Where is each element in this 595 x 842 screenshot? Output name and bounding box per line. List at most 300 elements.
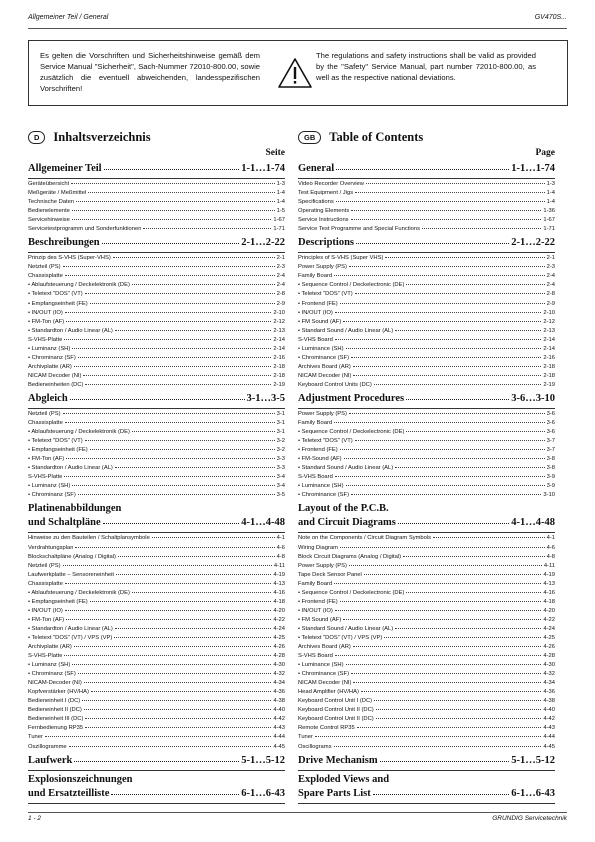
entry-title: Technische Daten	[28, 199, 75, 206]
toc-entry[interactable]	[298, 372, 555, 381]
entry-title: • Teletext "DOS" (VT) / VPS (VP)	[28, 634, 113, 641]
dot-leader	[116, 574, 271, 575]
entry-title: • Teletext "DOS" (VT)	[298, 438, 353, 445]
toc-entry[interactable]	[28, 309, 285, 318]
dot-leader	[104, 169, 240, 170]
toc-entry[interactable]	[298, 491, 555, 500]
section-heading[interactable]	[298, 237, 555, 251]
dot-leader	[351, 210, 541, 211]
entry-page: 4-8	[276, 553, 285, 560]
dot-leader	[353, 375, 541, 376]
entry-title: Note on the Components / Circuit Diagram Symbols	[298, 535, 432, 542]
entry-page: 2-9	[546, 300, 555, 307]
entry-title: • Standard Sound / Audio Linear (AL)	[298, 327, 394, 334]
toc-entry[interactable]	[298, 589, 555, 598]
toc-entry[interactable]	[298, 254, 555, 263]
dot-leader	[336, 169, 509, 170]
section-pages: 6-1…6-43	[511, 787, 555, 799]
entry-page: 4-30	[543, 662, 555, 669]
toc-entry[interactable]	[298, 327, 555, 336]
entry-page: 2-13	[273, 327, 285, 334]
entry-page: 1-3	[276, 181, 285, 187]
dot-leader	[340, 547, 545, 548]
entry-title: • Teletext "DOS" (VT)	[298, 291, 353, 298]
entry-title: Keyboard Control Unit I (DC)	[298, 698, 373, 705]
entry-title: • IN/OUT (IO)	[298, 309, 333, 316]
toc-entry[interactable]	[298, 733, 555, 742]
entry-page: 4-18	[543, 598, 555, 605]
entry-title: • Frontend (FE)	[298, 300, 338, 307]
toc-entry[interactable]	[28, 336, 285, 345]
toc-entry[interactable]	[28, 562, 285, 571]
toc-entry[interactable]	[28, 482, 285, 491]
toc-entry[interactable]	[28, 625, 285, 634]
dot-leader	[65, 422, 275, 423]
entry-title: S-VHS Board	[298, 474, 333, 481]
entry-title: • Chrominance (SF)	[298, 354, 349, 361]
entry-page: 4-44	[543, 734, 555, 741]
toc-entry[interactable]	[28, 272, 285, 281]
section-pages: 1-1…1-74	[241, 163, 285, 174]
header-right: GV470S...	[534, 14, 567, 21]
dot-leader	[334, 275, 544, 276]
entry-page: 2-13	[543, 327, 555, 334]
toc-entry[interactable]	[298, 281, 555, 290]
dot-leader	[353, 682, 541, 683]
toc-entry[interactable]	[298, 381, 555, 390]
dot-leader	[374, 700, 541, 701]
dot-leader	[346, 664, 542, 665]
section-title-line1: Layout of the P.C.B.	[298, 503, 389, 515]
dot-leader	[385, 257, 544, 258]
entry-page: 4-20	[273, 607, 285, 614]
entry-page: 4-6	[276, 544, 285, 551]
entry-page: 3-3	[276, 456, 285, 463]
toc-entry[interactable]	[28, 189, 285, 198]
toc-entry[interactable]	[28, 652, 285, 661]
toc-entry[interactable]	[298, 715, 555, 724]
toc-entry[interactable]	[298, 272, 555, 281]
section-divider	[298, 408, 555, 409]
toc-entry[interactable]	[298, 598, 555, 607]
toc-entry[interactable]	[28, 225, 285, 234]
entry-page: 4-16	[543, 589, 555, 596]
section-divider	[28, 532, 285, 533]
toc-entry[interactable]	[298, 534, 555, 543]
safety-notice-en: The regulations and safety instructions shall be valid as provided by the "Safety" Service Manual, part number 72010-800.00, as well as the respective national deviations.	[316, 51, 536, 82]
toc-entry[interactable]	[298, 207, 555, 216]
toc-entry[interactable]	[298, 706, 555, 715]
entry-title: NICAM Decoder (NI)	[298, 680, 352, 687]
toc-entry[interactable]	[28, 437, 285, 446]
entry-page: 4-16	[273, 589, 285, 596]
section-title: General	[298, 163, 335, 174]
toc-entry[interactable]	[28, 679, 285, 688]
toc-entry[interactable]	[28, 733, 285, 742]
dot-leader	[335, 610, 542, 611]
dot-leader	[343, 619, 541, 620]
section-divider	[28, 803, 285, 804]
entry-title: Bedieneinheit II (DC)	[28, 707, 82, 714]
toc-entry[interactable]	[298, 482, 555, 491]
entry-title: Power Supply (PS)	[298, 264, 347, 271]
dot-leader	[118, 556, 275, 557]
entry-page: 2-18	[543, 363, 555, 370]
entry-title: Chassisplatte	[28, 420, 63, 427]
entry-title: Tuner	[298, 734, 313, 741]
dot-leader	[356, 243, 509, 244]
toc-entry[interactable]	[298, 455, 555, 464]
entry-title: • Chrominanz (SF)	[28, 492, 76, 499]
dot-leader	[344, 458, 545, 459]
toc-entry[interactable]	[28, 688, 285, 697]
entry-page: 2-18	[543, 372, 555, 379]
dot-leader	[132, 431, 275, 432]
toc-entry[interactable]	[28, 607, 285, 616]
entry-page: 4-42	[543, 716, 555, 723]
entry-page: 1-67	[543, 217, 555, 224]
toc-title-en: Table of Contents	[329, 129, 424, 144]
entry-title: Keyboard Control Unit II (DC)	[298, 716, 374, 723]
toc-entry[interactable]	[298, 616, 555, 625]
toc-entry[interactable]	[298, 464, 555, 473]
entry-page: 4-40	[273, 707, 285, 714]
section-heading[interactable]	[28, 163, 285, 177]
toc-entry[interactable]	[28, 571, 285, 580]
toc-entry[interactable]	[298, 553, 555, 562]
toc-entry[interactable]	[298, 571, 555, 580]
toc-entry[interactable]	[28, 263, 285, 272]
dot-leader	[361, 691, 542, 692]
toc-entry[interactable]	[28, 180, 285, 189]
entry-page: 2-19	[543, 381, 555, 388]
entry-title: • Chrominanz (SF)	[28, 671, 76, 678]
entry-page: 4-45	[543, 743, 555, 750]
toc-entry[interactable]	[298, 607, 555, 616]
toc-entry[interactable]	[28, 207, 285, 216]
entry-title: • Luminanz (SH)	[28, 662, 71, 669]
toc-entry[interactable]	[28, 715, 285, 724]
toc-entry[interactable]	[28, 544, 285, 553]
toc-entry[interactable]	[28, 216, 285, 225]
entry-page: 2-4	[546, 273, 555, 280]
section-heading[interactable]	[298, 788, 555, 802]
toc-entry[interactable]	[28, 661, 285, 670]
toc-entry[interactable]	[28, 198, 285, 207]
toc-entry[interactable]	[298, 345, 555, 354]
entry-page: 4-24	[273, 625, 285, 632]
dot-leader	[83, 375, 271, 376]
entry-page: 2-4	[276, 282, 285, 289]
toc-entry[interactable]	[298, 437, 555, 446]
toc-entry[interactable]	[298, 216, 555, 225]
entry-page: 4-11	[543, 562, 555, 569]
entry-title: • Frontend (FE)	[298, 598, 338, 605]
dot-leader	[340, 601, 542, 602]
toc-entry[interactable]	[28, 634, 285, 643]
toc-entry[interactable]	[28, 455, 285, 464]
dot-leader	[85, 718, 271, 719]
dot-leader	[78, 357, 272, 358]
section-heading[interactable]	[298, 393, 555, 407]
entry-title: Kopfverstärker (HV/HA)	[28, 689, 89, 696]
dot-leader	[395, 628, 541, 629]
toc-entry[interactable]	[298, 225, 555, 234]
entry-page: 3-7	[546, 447, 555, 454]
toc-entry[interactable]	[298, 290, 555, 299]
section-heading[interactable]	[298, 163, 555, 177]
section-heading[interactable]	[28, 788, 285, 802]
entry-title: • IN/OUT (IO)	[298, 607, 333, 614]
entry-page: 2-16	[273, 354, 285, 361]
toc-entry[interactable]	[28, 473, 285, 482]
toc-entry[interactable]	[298, 724, 555, 733]
toc-entry[interactable]	[298, 688, 555, 697]
toc-entry[interactable]	[28, 598, 285, 607]
toc-entry[interactable]	[298, 428, 555, 437]
dot-leader	[343, 321, 541, 322]
dot-leader	[351, 357, 541, 358]
dot-leader	[376, 709, 542, 710]
dot-leader	[71, 183, 274, 184]
dot-leader	[355, 192, 545, 193]
dot-leader	[63, 565, 272, 566]
section-divider	[28, 770, 285, 771]
dot-leader	[380, 761, 510, 762]
dot-leader	[349, 266, 545, 267]
dot-leader	[395, 467, 544, 468]
toc-entry[interactable]	[28, 345, 285, 354]
dot-leader	[63, 266, 275, 267]
entry-title: Netzteil (PS)	[28, 562, 61, 569]
toc-entry[interactable]	[298, 743, 555, 752]
toc-entry[interactable]	[28, 706, 285, 715]
entry-title: S-VHS-Platte	[28, 474, 63, 481]
toc-entry[interactable]	[28, 381, 285, 390]
entry-page: 3-9	[546, 483, 555, 490]
toc-entry[interactable]	[298, 697, 555, 706]
toc-entry[interactable]	[298, 309, 555, 318]
entry-title: • Standardton / Audio Linear (AL)	[28, 465, 113, 472]
dot-leader	[74, 761, 239, 762]
entry-title: Family Board	[298, 580, 333, 587]
dot-leader	[315, 736, 541, 737]
toc-entry[interactable]	[298, 562, 555, 571]
toc-entry[interactable]	[298, 354, 555, 363]
entry-title: Keyboard Control Unit II (DC)	[298, 707, 374, 714]
toc-entry[interactable]	[298, 625, 555, 634]
entry-title: Blockschaltpläne (Analog / Digital)	[28, 553, 116, 560]
toc-entry[interactable]	[28, 446, 285, 455]
toc-entry[interactable]	[28, 491, 285, 500]
toc-entry[interactable]	[298, 580, 555, 589]
entry-title: Hinweise zu den Bauteilen / Schaltplansymbole	[28, 535, 150, 542]
entry-title: Keyboard Control Units (DC)	[298, 381, 372, 388]
toc-entry[interactable]	[28, 327, 285, 336]
entry-title: Principles of S-VHS (Super VHS)	[298, 255, 384, 262]
toc-entry[interactable]	[298, 180, 555, 189]
dot-leader	[85, 384, 271, 385]
dot-leader	[114, 637, 271, 638]
toc-entry[interactable]	[298, 652, 555, 661]
toc-entry[interactable]	[298, 419, 555, 428]
entry-title: Oszillogramme	[28, 743, 67, 750]
toc-entry[interactable]	[28, 553, 285, 562]
dot-leader	[373, 794, 510, 795]
toc-entry[interactable]	[298, 446, 555, 455]
entry-page: 3-5	[276, 492, 285, 499]
section-title: Beschreibungen	[28, 237, 100, 249]
entry-title: Bedieneinheit I (DC)	[28, 698, 81, 705]
dot-leader	[72, 348, 271, 349]
toc-entry[interactable]	[298, 263, 555, 272]
dot-leader	[334, 422, 544, 423]
entry-page: 4-32	[543, 671, 555, 678]
toc-entry[interactable]	[28, 580, 285, 589]
dot-leader	[63, 413, 275, 414]
toc-entry[interactable]	[28, 254, 285, 263]
toc-entry[interactable]	[298, 318, 555, 327]
toc-entry[interactable]	[28, 318, 285, 327]
dot-leader	[72, 485, 274, 486]
dot-leader	[90, 601, 272, 602]
section-divider	[298, 803, 555, 804]
dot-leader	[336, 201, 545, 202]
entry-title: Block Circuit Diagrams (Analog / Digital)	[298, 553, 402, 560]
dot-leader	[334, 746, 542, 747]
entry-page: 3-7	[546, 438, 555, 445]
entry-page: 4-11	[273, 562, 285, 569]
entry-page: 4-32	[273, 671, 285, 678]
dot-leader	[366, 183, 545, 184]
entry-title: Family Board	[298, 420, 333, 427]
toc-entry[interactable]	[298, 198, 555, 207]
entry-title: • FM-Ton (AF)	[28, 318, 65, 325]
toc-entry[interactable]	[298, 670, 555, 679]
toc-entry[interactable]	[28, 290, 285, 299]
entry-page: 4-30	[273, 662, 285, 669]
toc-entry[interactable]	[298, 544, 555, 553]
entry-page: 2-3	[546, 264, 555, 271]
toc-entry[interactable]	[28, 410, 285, 419]
section-heading[interactable]	[298, 517, 555, 531]
entry-title: Chassisplatte	[28, 273, 63, 280]
entry-title: • Teletext "DOS" (VT)	[28, 291, 83, 298]
entry-page: 3-4	[276, 474, 285, 481]
toc-entry[interactable]	[28, 281, 285, 290]
entry-page: 4-44	[273, 734, 285, 741]
entry-title: • FM Sound (AF)	[298, 616, 342, 623]
toc-entry[interactable]	[28, 643, 285, 652]
toc-entry[interactable]	[298, 300, 555, 309]
entry-title: • FM-Ton (AF)	[28, 616, 65, 623]
entry-page: 4-25	[273, 634, 285, 641]
toc-entry[interactable]	[28, 428, 285, 437]
entry-page: 4-8	[546, 553, 555, 560]
toc-entry[interactable]	[28, 534, 285, 543]
toc-entry[interactable]	[298, 634, 555, 643]
toc-entry[interactable]	[298, 363, 555, 372]
toc-entry[interactable]	[28, 354, 285, 363]
entry-title: Power Supply (PS)	[298, 562, 347, 569]
entry-page: 4-24	[543, 625, 555, 632]
toc-entry[interactable]	[28, 300, 285, 309]
toc-entry[interactable]	[298, 410, 555, 419]
toc-entry[interactable]	[28, 616, 285, 625]
entry-page: 4-42	[273, 716, 285, 723]
dot-leader	[78, 673, 272, 674]
entry-title: Netzteil (PS)	[28, 410, 61, 417]
entry-page: 3-8	[546, 456, 555, 463]
dot-leader	[351, 673, 541, 674]
entry-page: 2-1	[276, 255, 285, 262]
entry-title: Bedieneinheit III (DC)	[28, 716, 84, 723]
toc-title-de: Inhaltsverzeichnis	[53, 129, 151, 144]
entry-page: 2-14	[543, 345, 555, 352]
toc-entry[interactable]	[298, 473, 555, 482]
dot-leader	[406, 284, 544, 285]
toc-entry[interactable]	[28, 419, 285, 428]
section-heading[interactable]	[28, 393, 285, 407]
entry-title: S-VHS-Platte	[28, 336, 63, 343]
toc-entry[interactable]	[298, 661, 555, 670]
entry-page: 3-6	[546, 420, 555, 427]
entry-title: • Chrominance (SF)	[298, 671, 349, 678]
toc-entry[interactable]	[298, 643, 555, 652]
entry-title: • Sequence Control / Deckelectronic (DE)	[298, 429, 405, 436]
toc-entry[interactable]	[28, 724, 285, 733]
toc-entry[interactable]	[298, 189, 555, 198]
entry-title: Archives Board (AR)	[298, 644, 351, 651]
entry-title: NICAM-Decoder (NI)	[28, 680, 82, 687]
toc-entry[interactable]	[28, 670, 285, 679]
entry-page: 2-10	[543, 309, 555, 316]
section-heading[interactable]	[298, 755, 555, 769]
section-divider	[298, 178, 555, 179]
toc-entry[interactable]	[298, 679, 555, 688]
dot-leader	[66, 321, 271, 322]
toc-entry[interactable]	[298, 336, 555, 345]
entry-title: • FM Sound (AF)	[298, 318, 342, 325]
footer-right: GRUNDIG Servicetechnik	[492, 815, 567, 822]
toc-entry[interactable]	[28, 363, 285, 372]
entry-title: Archives Board (AR)	[298, 363, 351, 370]
section-pages: 3-6…3-10	[511, 392, 555, 404]
section-heading[interactable]	[28, 755, 285, 769]
entry-title: • Sequence Control / Deckelectronic (DE)	[298, 589, 405, 596]
entry-page: 2-3	[276, 264, 285, 271]
section-divider	[28, 178, 285, 179]
entry-title: • Chrominanz (SF)	[28, 354, 76, 361]
entry-page: 4-22	[273, 616, 285, 623]
toc-entry[interactable]	[28, 589, 285, 598]
toc-entry[interactable]	[28, 372, 285, 381]
section-pages: 5-1…5-12	[241, 754, 285, 766]
toc-entry[interactable]	[28, 743, 285, 752]
dot-leader	[90, 303, 275, 304]
dot-leader	[76, 201, 275, 202]
entry-title: • Sequence Control / Deckelectronic (DE)	[298, 282, 405, 289]
toc-entry[interactable]	[28, 464, 285, 473]
section-heading[interactable]	[28, 237, 285, 251]
toc-entry[interactable]	[28, 697, 285, 706]
section-heading[interactable]	[28, 517, 285, 531]
dot-leader	[72, 219, 272, 220]
entry-title: Wiring Diagram	[298, 544, 338, 551]
entry-page: 2-14	[273, 336, 285, 343]
entry-page: 3-2	[276, 438, 285, 445]
entry-title: • Standardton / Audio Linear (AL)	[28, 625, 113, 632]
